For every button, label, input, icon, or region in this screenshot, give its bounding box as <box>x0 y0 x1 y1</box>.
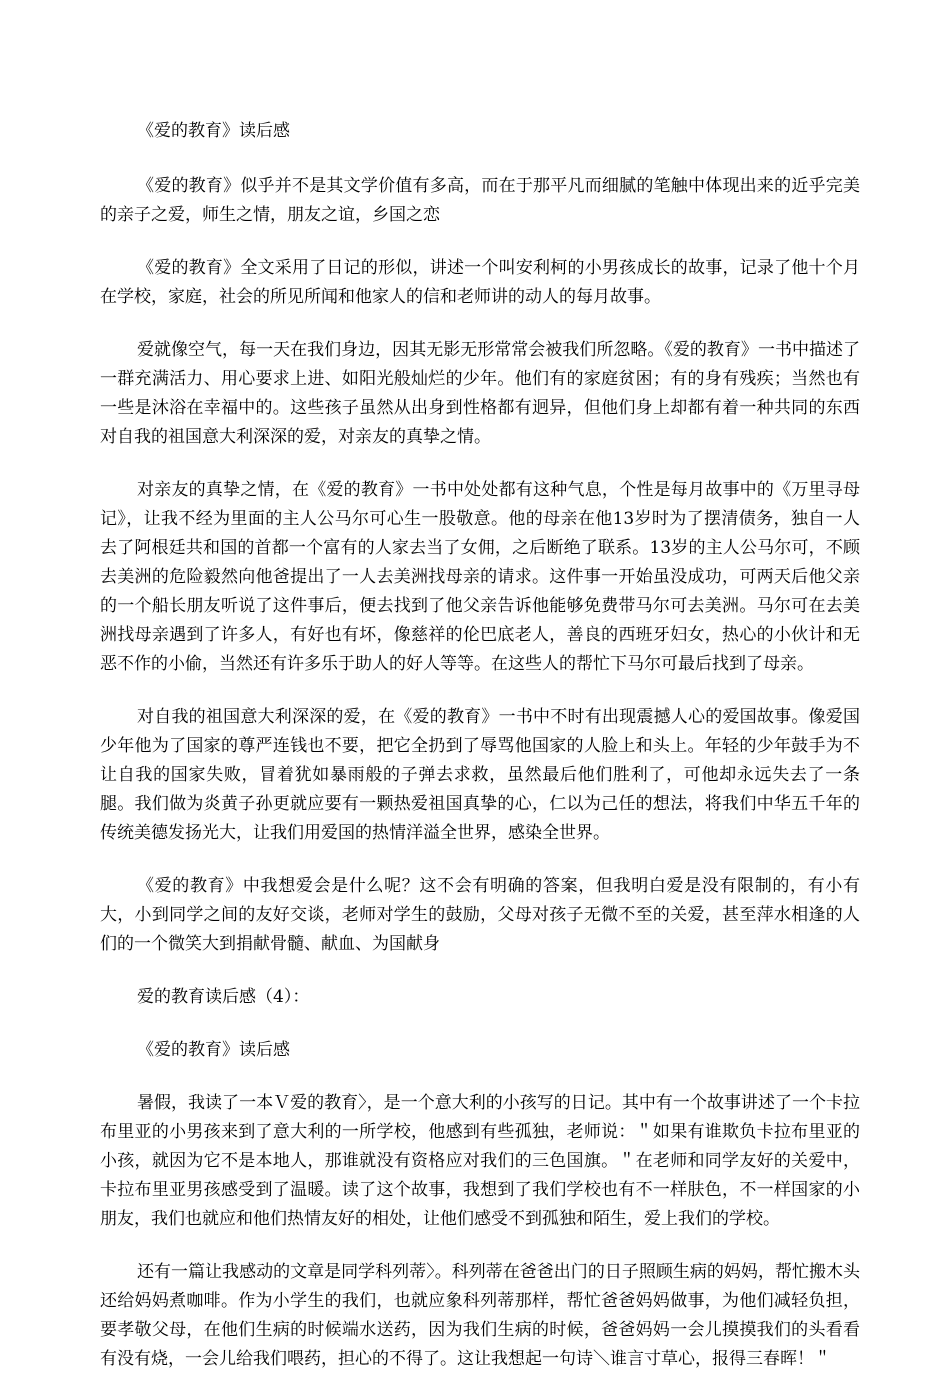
section-heading: 爱的教育读后感（4）： <box>137 987 310 1007</box>
essay-title-2: 《爱的教育》读后感 <box>137 1040 290 1060</box>
paragraph-intro: 《爱的教育》似乎并不是其文学价值有多高，而在于那平凡而细腻的笔触中体现出来的近乎完美的亲子之爱，师生之情，朋友之谊，乡国之恋 <box>100 176 860 225</box>
paragraph-marco-story: 对亲友的真挚之情，在《爱的教育》一书中处处都有这种气息，个性是每月故事中的《万里寻母记》，让我不经为里面的主人公马尔可心生一股敬意。他的母亲在他13岁时为了摆清债务，独自一人去了阿根廷共和国的首都一个富有的人家去当了女佣，之后断绝了联系。13岁的主人公马尔可，不顾去美洲的危险毅然向他爸提出了一人去美洲找母亲的请求。这件事一开始虽没成功，可两天后他父亲的一个船长朋友听说了这件事后，便去找到了他父亲告诉他能够免费带马尔可去美洲。马尔可在去美洲找母亲遇到了许多人，有好也有坏，像慈祥的伦巴底老人，善良的西班牙妇女，热心的小伙计和无恶不作的小偷，当然还有许多乐于助人的好人等等。在这些人的帮忙下马尔可最后找到了母亲。 <box>100 480 860 674</box>
paragraph-form: 《爱的教育》全文采用了日记的形似，讲述一个叫安利柯的小男孩成长的故事，记录了他十个月在学校，家庭，社会的所见所闻和他家人的信和老师讲的动人的每月故事。 <box>100 258 860 307</box>
essay-title: 《爱的教育》读后感 <box>137 121 290 141</box>
document-body <box>100 117 860 1398</box>
paragraph-coretti: 还有一篇让我感动的文章是同学科列蒂〉。科列蒂在爸爸出门的日子照顾生病的妈妈，帮忙搬木头还给妈妈煮咖啡。作为小学生的我们，也就应象科列蒂那样，帮忙爸爸妈妈做事，为他们减轻负担，要孝敬父母，在他们生病的时候端水送药，因为我们生病的时候，爸爸妈妈一会儿摸摸我们的头看看有没有烧，一会儿给我们喂药，担心的不得了。这让我想起一句诗＼谁言寸草心，报得三春晖！＂ <box>100 1262 860 1369</box>
paragraph-patriotism: 对自我的祖国意大利深深的爱，在《爱的教育》一书中不时有出现震撼人心的爱国故事。像爱国少年他为了国家的尊严连钱也不要，把它全扔到了辱骂他国家的人脸上和头上。年轻的少年鼓手为不让自我的国家失败，冒着犹如暴雨般的子弹去求救，虽然最后他们胜利了，可他却永远失去了一条腿。我们做为炎黄子孙更就应要有一颗热爱祖国真挚的心，仁以为己任的想法，将我们中华五千年的传统美德发扬光大，让我们用爱国的热情洋溢全世界，感染全世界。 <box>100 707 860 843</box>
paragraph-love-like-air: 爱就像空气，每一天在我们身边，因其无影无形常常会被我们所忽略。《爱的教育》一书中描述了一群充满活力、用心要求上进、如阳光般灿烂的少年。他们有的家庭贫困；有的身有残疾；当然也有一些是沐浴在幸福中的。这些孩子虽然从出身到性格都有迥异，但他们身上却都有着一种共同的东西对自我的祖国意大利深深的爱，对亲友的真挚之情。 <box>100 340 860 447</box>
paragraph-what-is-love: 《爱的教育》中我想爱会是什么呢？这不会有明确的答案，但我明白爱是没有限制的，有小有大，小到同学之间的友好交谈，老师对学生的鼓励，父母对孩子无微不至的关爱，甚至萍水相逢的人们的一个微笑大到捐献骨髓、献血、为国献身 <box>100 876 860 954</box>
paragraph-summer-reading: 暑假，我读了一本Ｖ爱的教育〉，是一个意大利的小孩写的日记。其中有一个故事讲述了一个卡拉布里亚的小男孩来到了意大利的一所学校，他感到有些孤独，老师说：＂如果有谁欺负卡拉布里亚的小孩，就因为它不是本地人，那谁就没有资格应对我们的三色国旗。＂在老师和同学友好的关爱中，卡拉布里亚男孩感受到了温暖。读了这个故事，我想到了我们学校也有不一样肤色，不一样国家的小朋友，我们也就应和他们热情友好的相处，让他们感受不到孤独和陌生，爱上我们的学校。 <box>100 1093 860 1229</box>
